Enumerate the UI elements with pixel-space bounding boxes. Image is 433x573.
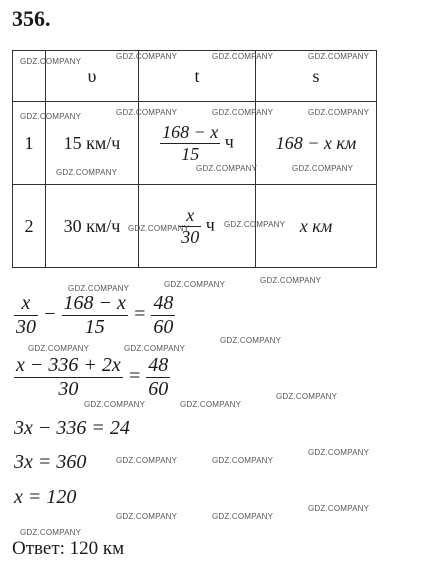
- fraction-numerator: 48: [153, 292, 174, 314]
- fraction-denominator: 30: [181, 226, 200, 247]
- row-number: 1: [13, 102, 46, 185]
- data-table: [12, 50, 377, 268]
- header-cell-distance: s: [256, 51, 377, 102]
- watermark: GDZ.COMPANY: [164, 280, 226, 289]
- table-row: [13, 185, 377, 268]
- fraction-denominator: 60: [153, 316, 174, 338]
- fraction-denominator: 30: [16, 316, 36, 338]
- watermark: GDZ.COMPANY: [220, 336, 282, 345]
- equals-sign: =: [132, 303, 147, 326]
- equation-3: 3x − 336 = 24: [14, 417, 130, 439]
- watermark: GDZ.COMPANY: [28, 344, 90, 353]
- fraction-numerator: 168 − x: [63, 292, 126, 314]
- watermark: GDZ.COMPANY: [308, 504, 370, 513]
- time-fraction: [160, 122, 220, 164]
- fraction-numerator: 168 − x: [162, 121, 219, 142]
- watermark: GDZ.COMPANY: [20, 57, 82, 66]
- watermark: GDZ.COMPANY: [308, 448, 370, 457]
- speed-cell: 15 км/ч: [46, 102, 139, 185]
- watermark: GDZ.COMPANY: [128, 224, 190, 233]
- watermark: GDZ.COMPANY: [308, 52, 370, 61]
- row-number: 2: [13, 185, 46, 268]
- fraction-denominator: 15: [181, 143, 200, 164]
- header-cell-time: t: [139, 51, 256, 102]
- minus-sign: −: [43, 303, 57, 326]
- watermark: GDZ.COMPANY: [20, 112, 82, 121]
- watermark: GDZ.COMPANY: [196, 164, 258, 173]
- fraction: [14, 354, 123, 401]
- watermark: GDZ.COMPANY: [224, 220, 286, 229]
- fraction-numerator: x: [179, 205, 201, 227]
- watermark: GDZ.COMPANY: [68, 284, 130, 293]
- watermark: GDZ.COMPANY: [276, 392, 338, 401]
- watermark: GDZ.COMPANY: [124, 344, 186, 353]
- distance-cell: x км: [256, 185, 377, 268]
- equation-4: 3x = 360: [14, 451, 87, 473]
- watermark: GDZ.COMPANY: [212, 108, 274, 117]
- fraction-numerator: x − 336 + 2x: [16, 354, 121, 376]
- equation-5: x = 120: [14, 486, 77, 508]
- watermark: GDZ.COMPANY: [56, 168, 118, 177]
- watermark: GDZ.COMPANY: [180, 400, 242, 409]
- speed-cell: 30 км/ч: [46, 185, 139, 268]
- equals-sign: =: [127, 365, 142, 388]
- equation-2: [14, 354, 170, 401]
- fraction-denominator: 30: [58, 378, 79, 400]
- watermark: GDZ.COMPANY: [116, 456, 178, 465]
- fraction-denominator: 15: [84, 316, 105, 338]
- distance-cell: 168 − x км: [256, 102, 377, 185]
- watermark: GDZ.COMPANY: [260, 276, 322, 285]
- watermark: GDZ.COMPANY: [212, 456, 274, 465]
- fraction-numerator: x: [14, 292, 38, 316]
- fraction: [62, 292, 128, 339]
- watermark: GDZ.COMPANY: [212, 512, 274, 521]
- watermark: GDZ.COMPANY: [212, 52, 274, 61]
- header-cell-speed: υ: [46, 51, 139, 102]
- fraction-numerator: 48: [148, 354, 169, 376]
- watermark: GDZ.COMPANY: [292, 164, 354, 173]
- fraction-denominator: 60: [148, 378, 169, 400]
- watermark: GDZ.COMPANY: [116, 108, 178, 117]
- watermark: GDZ.COMPANY: [116, 512, 178, 521]
- watermark: GDZ.COMPANY: [20, 528, 82, 537]
- time-unit: ч: [224, 131, 234, 152]
- fraction: [151, 292, 175, 339]
- equation-1: [14, 292, 175, 339]
- time-unit: ч: [205, 214, 215, 235]
- watermark: GDZ.COMPANY: [84, 400, 146, 409]
- watermark: GDZ.COMPANY: [308, 108, 370, 117]
- watermark: GDZ.COMPANY: [116, 52, 178, 61]
- fraction: [146, 354, 170, 401]
- answer-text: Ответ: 120 км: [12, 538, 125, 559]
- fraction: [14, 292, 38, 339]
- problem-number: 356.: [12, 6, 51, 31]
